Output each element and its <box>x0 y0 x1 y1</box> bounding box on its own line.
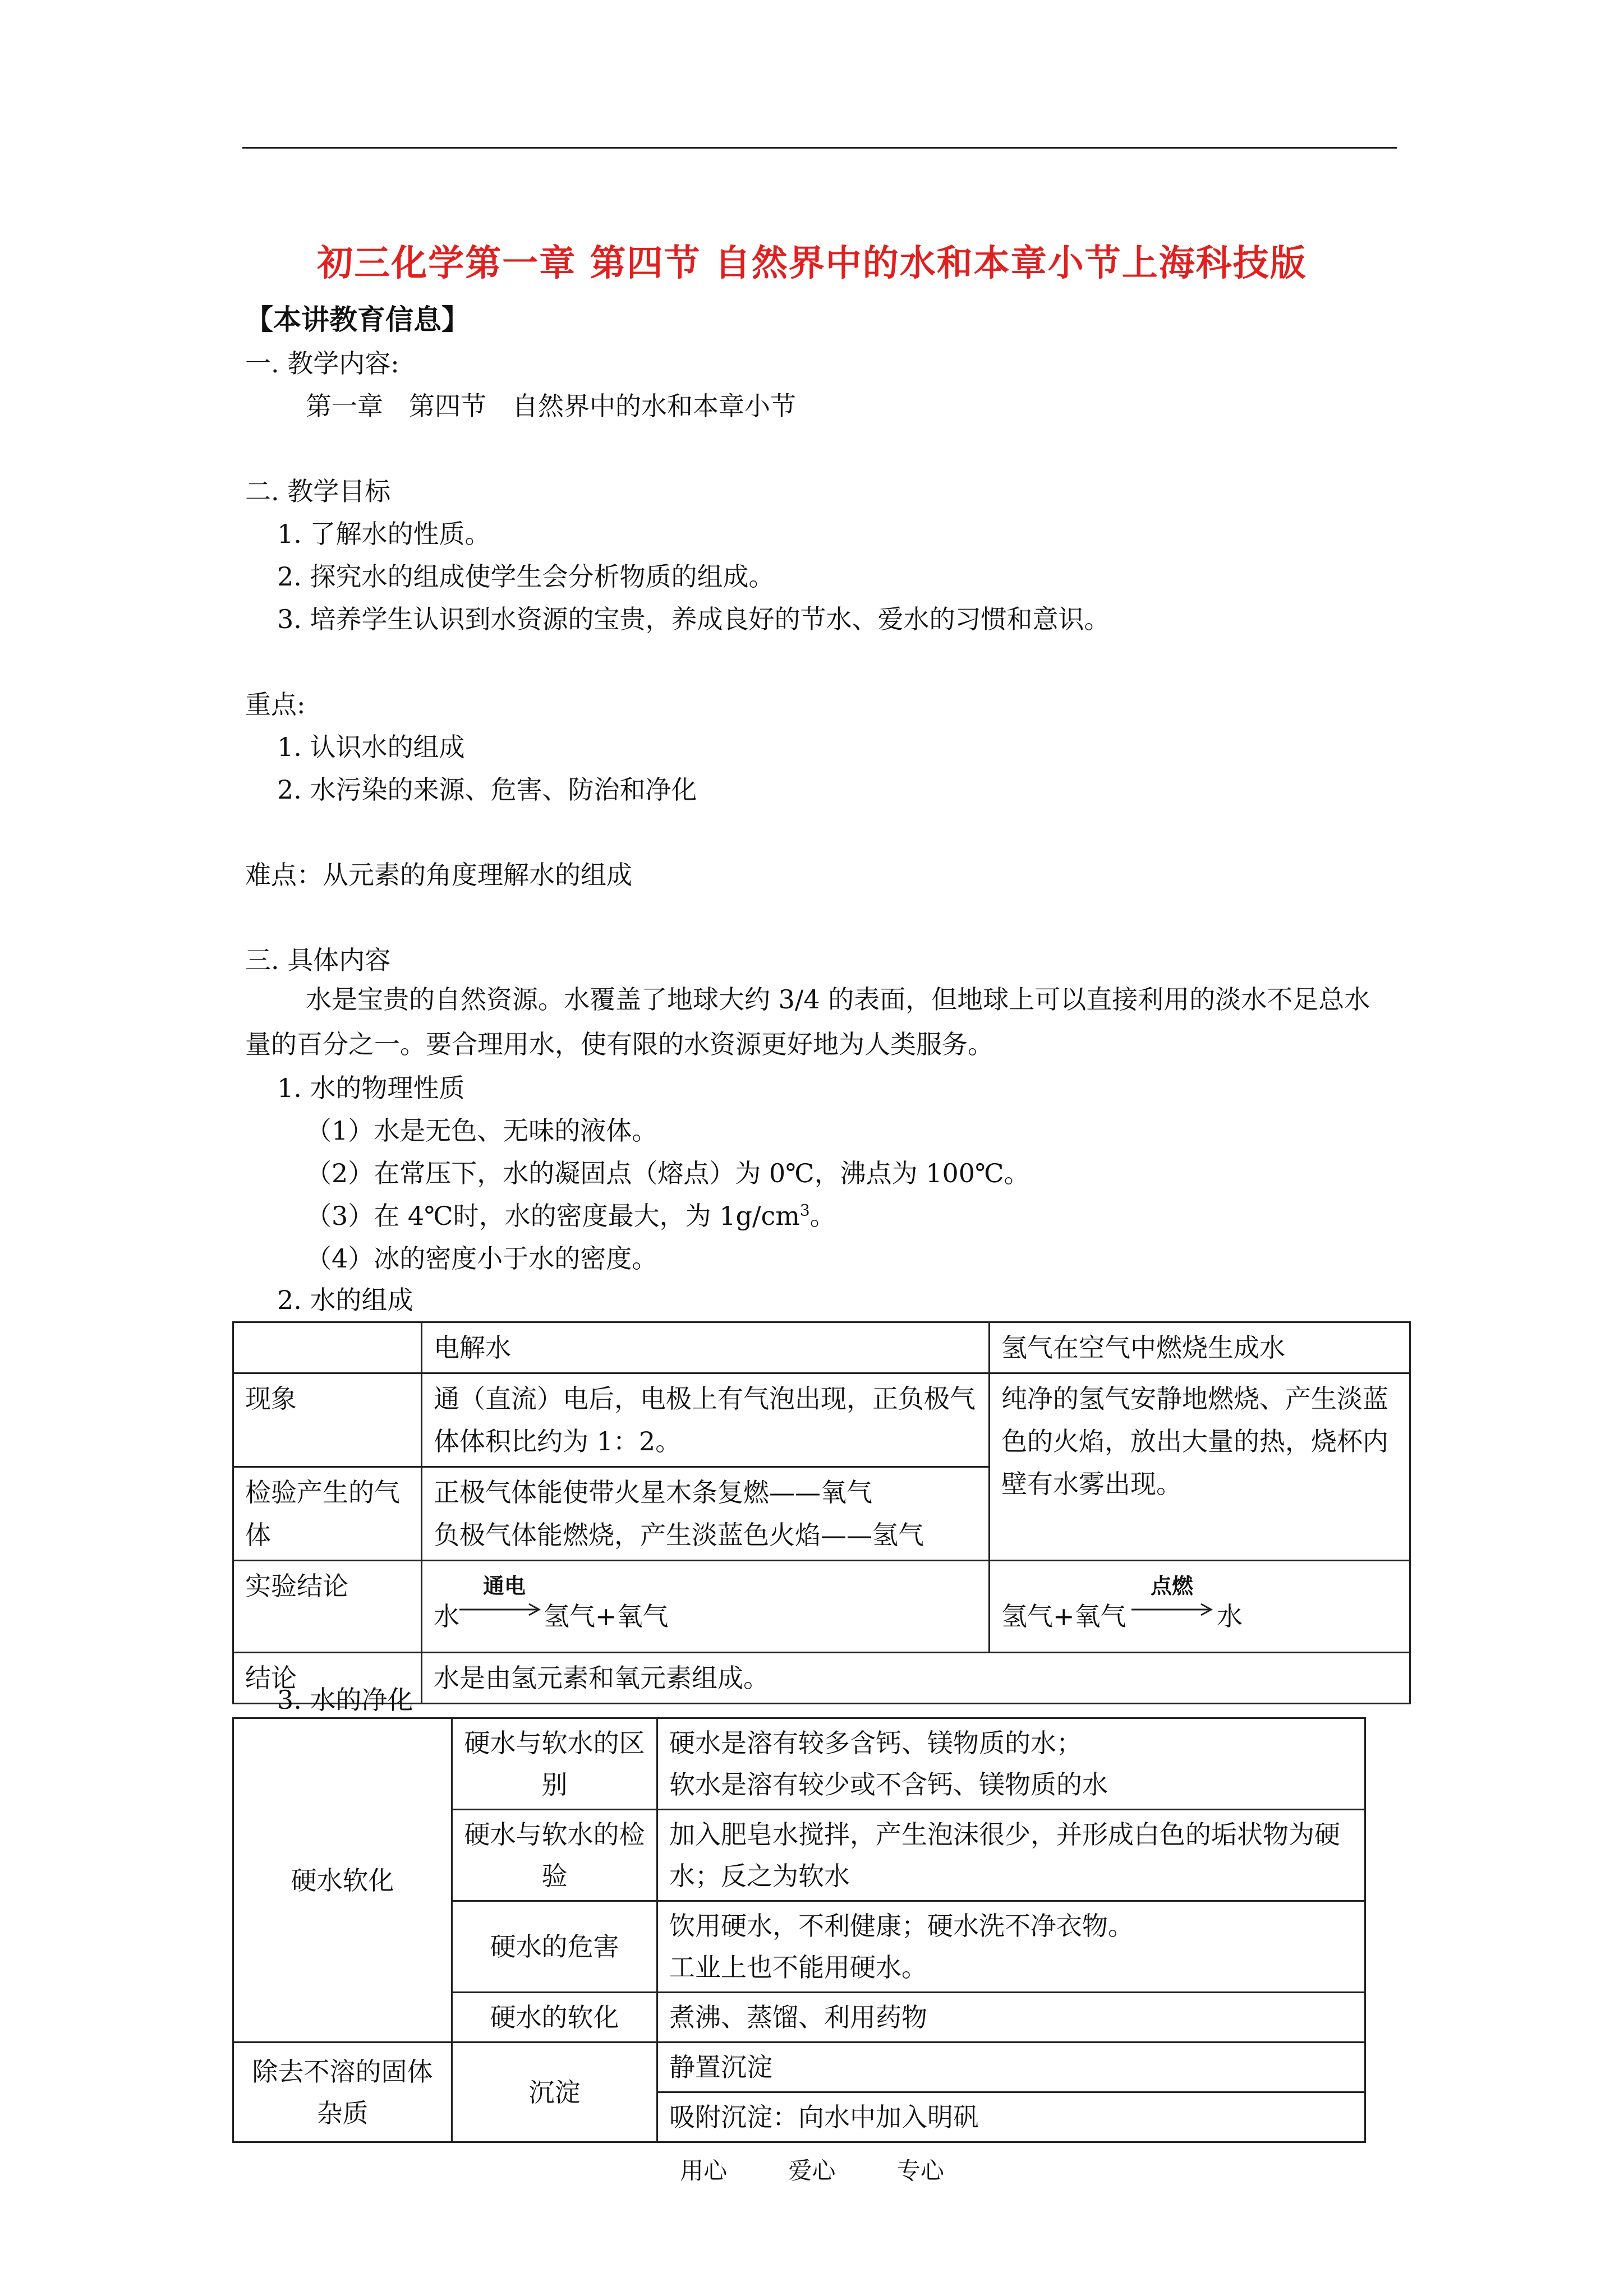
table-row <box>233 2043 1365 2092</box>
table-row <box>233 1561 1410 1653</box>
cell-line: 工业上也不能用硬水。 <box>669 1952 927 1983</box>
combustion-equation <box>1001 1561 1398 1640</box>
footer-text: 专心 <box>896 2157 944 2184</box>
product: 水 <box>1217 1601 1243 1631</box>
table-row <box>233 1373 1410 1467</box>
objective-item: 2. 探究水的组成使学生会分析物质的组成。 <box>277 561 775 592</box>
table-cell <box>422 1561 990 1653</box>
cell-line: 软水是溶有较少或不含钙、镁物质的水 <box>669 1769 1108 1800</box>
electrolysis-equation <box>434 1561 977 1640</box>
table-header: 电解水 <box>422 1322 990 1373</box>
table-cell: 纯净的氢气安静地燃烧、产生淡蓝色的火焰，放出大量的热，烧杯内壁有水雾出现。 <box>990 1373 1410 1561</box>
reaction-condition: 通电 <box>483 1574 526 1598</box>
cell-line: 硬水是溶有较多含钙、镁物质的水； <box>669 1728 1082 1758</box>
difficulty: 难点：从元素的角度理解水的组成 <box>245 860 632 890</box>
table-cell: 通（直流）电后，电极上有气泡出现，正负极气体体积比约为 1：2。 <box>422 1373 990 1467</box>
table-cell <box>233 1322 422 1373</box>
physical-property-item: （1）水是无色、无味的液体。 <box>306 1115 658 1146</box>
arrow-icon <box>459 1594 544 1616</box>
header-rule <box>242 147 1397 149</box>
composition-table <box>232 1321 1411 1704</box>
table-cell: 吸附沉淀：向水中加入明矾 <box>657 2092 1365 2142</box>
row-label: 检验产生的气体 <box>233 1467 422 1561</box>
table-cell: 水是由氢元素和氧元素组成。 <box>422 1653 1410 1704</box>
products: 氢气+氧气 <box>544 1601 669 1631</box>
row-label: 结论 <box>233 1653 422 1704</box>
cell-line: 饮用硬水，不利健康；硬水洗不净衣物。 <box>669 1911 1134 1941</box>
section1-heading: 一. 教学内容: <box>245 348 399 379</box>
footer-text: 爱心 <box>788 2157 836 2184</box>
intro-paragraph: 水是宝贵的自然资源。水覆盖了地球大约 3/4 的表面，但地球上可以直接利用的淡水不足总水量的百分之一。要合理用水，使有限的水资源更好地为人类服务。 <box>245 984 1370 1059</box>
purification-heading: 3. 水的净化 <box>277 1685 413 1715</box>
document-title: 初三化学第一章 第四节 自然界中的水和本章小节上海科技版 <box>317 243 1307 284</box>
cell-line: 正极气体能使带火星木条复燃——氧气 <box>434 1477 872 1507</box>
reactants: 氢气+氧气 <box>1001 1601 1126 1631</box>
row-label: 硬水与软水的检验 <box>452 1810 657 1901</box>
table-cell: 加入肥皂水搅拌，产生泡沫很少，并形成白色的垢状物为硬水；反之为软水 <box>657 1810 1365 1901</box>
table-row <box>233 1718 1365 1810</box>
info-heading: 【本讲教育信息】 <box>245 303 470 336</box>
group-label: 除去不溶的固体杂质 <box>233 2043 452 2142</box>
reaction-condition: 点燃 <box>1151 1574 1194 1598</box>
physical-property-item: （4）冰的密度小于水的密度。 <box>306 1243 658 1274</box>
key-point-item: 1. 认识水的组成 <box>277 732 465 762</box>
composition-heading: 2. 水的组成 <box>277 1285 413 1315</box>
objective-item: 1. 了解水的性质。 <box>277 519 491 549</box>
key-points-heading: 重点: <box>245 689 306 720</box>
key-point-item: 2. 水污染的来源、危害、防治和净化 <box>277 774 697 805</box>
table-cell <box>422 1467 990 1561</box>
section2-heading: 二. 教学目标 <box>245 476 391 506</box>
footer <box>0 2152 1624 2186</box>
reactant: 水 <box>434 1601 459 1631</box>
section3-heading: 三. 具体内容 <box>245 945 391 975</box>
objective-item: 3. 培养学生认识到水资源的宝贵，养成良好的节水、爱水的习惯和意识。 <box>277 604 1110 634</box>
row-label: 硬水的危害 <box>452 1901 657 1993</box>
cell-line: 负极气体能燃烧，产生淡蓝色火焰——氢气 <box>434 1520 924 1550</box>
table-header: 氢气在空气中燃烧生成水 <box>990 1322 1410 1373</box>
footer-text: 用心 <box>680 2157 728 2184</box>
table-cell: 煮沸、蒸馏、利用药物 <box>657 1993 1365 2043</box>
physical-property-item: （3）在 4℃时，水的密度最大，为 $1g/cm^3$。 <box>306 1201 836 1231</box>
row-label: 硬水与软水的区别 <box>452 1718 657 1810</box>
table-row <box>233 1322 1410 1373</box>
row-label: 硬水的软化 <box>452 1993 657 2043</box>
physical-property-item: （2）在常压下，水的凝固点（熔点）为 0℃，沸点为 100℃。 <box>306 1158 1030 1188</box>
row-label: 现象 <box>233 1373 422 1467</box>
table-cell: 静置沉淀 <box>657 2043 1365 2092</box>
row-label: 实验结论 <box>233 1561 422 1653</box>
table-cell <box>657 1901 1365 1993</box>
table-cell <box>990 1561 1410 1653</box>
group-label: 硬水软化 <box>233 1718 452 2043</box>
physical-properties-heading: 1. 水的物理性质 <box>277 1073 465 1103</box>
purification-table <box>232 1717 1366 2143</box>
section1-content: 第一章 第四节 自然界中的水和本章小节 <box>306 391 796 421</box>
arrow-icon <box>1131 1594 1216 1616</box>
table-cell <box>657 1718 1365 1810</box>
row-label: 沉淀 <box>452 2043 657 2142</box>
